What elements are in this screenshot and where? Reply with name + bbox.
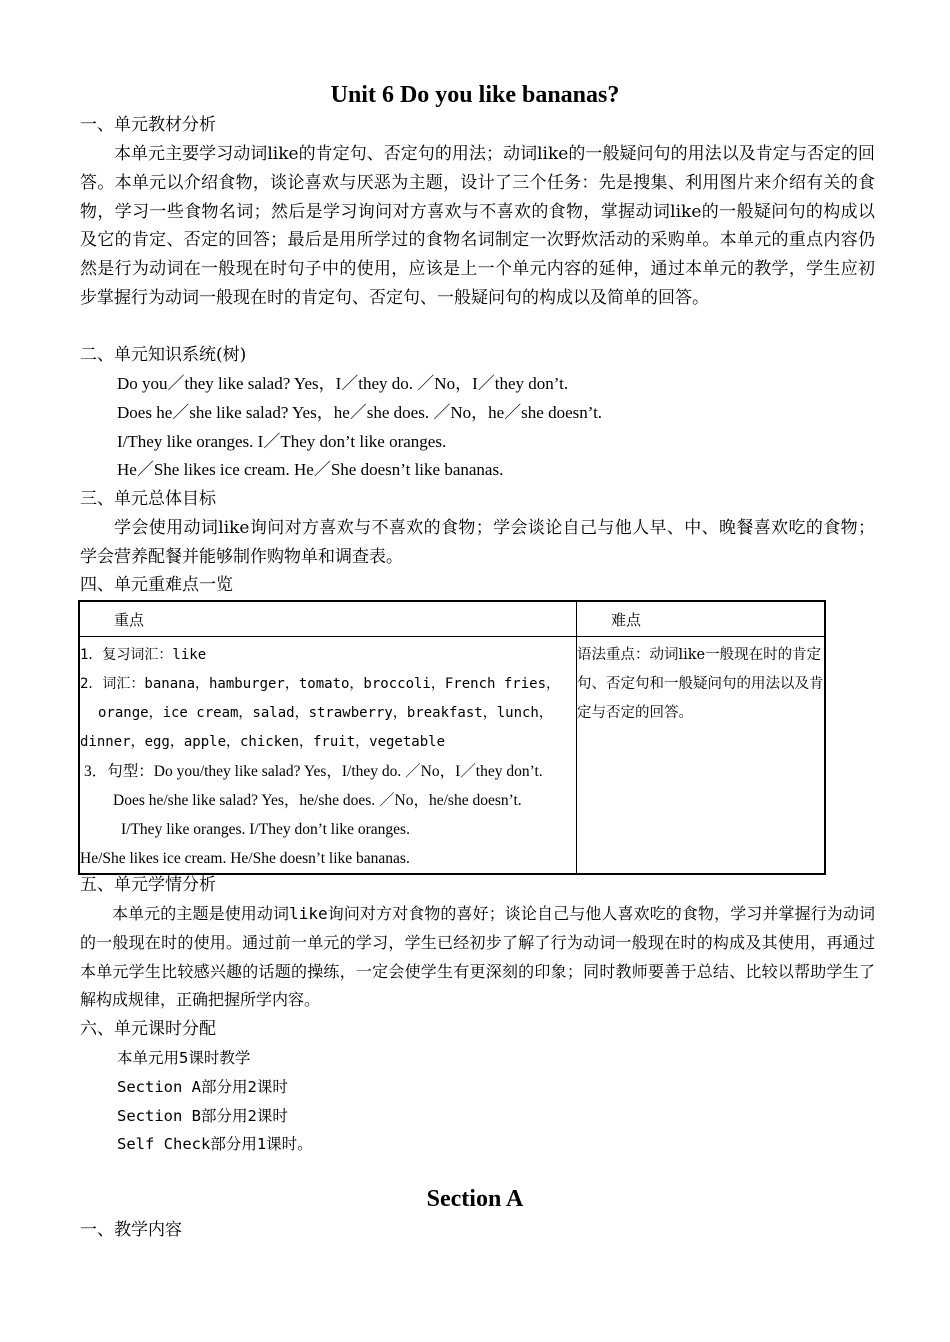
key-line-2: 2．词汇：banana，hamburger，tomato，broccoli，French fries， (80, 676, 561, 692)
key-line-5: 3．句型：Do you/they like salad? Yes，I/they do. ／No，I／they don’t. (84, 763, 543, 780)
section-heading-5: 五、单元学情分析 (80, 875, 216, 895)
section-a-title: Section A (426, 1186, 524, 1212)
schedule-line-3: Section B部分用2课时 (117, 1107, 288, 1125)
section-a-heading-1: 一、教学内容 (80, 1220, 182, 1240)
knowledge-line-1: Do you／they like salad? Yes，I／they do. ／No，I／they don’t. (117, 374, 569, 393)
difficulty-text: 语法重点：动词like一般现在时的肯定句、否定句和一般疑问句的用法以及肯定与否定的回答。 (577, 647, 824, 721)
student-analysis-paragraph: 本单元的主题是使用动词like询问对方对食物的喜好；谈论自己与他人喜欢吃的食物，学习并掌握行为动词的一般现在时的使用。通过前一单元的学习，学生已经初步了解了行为动词一般现在时的构成及其使用，再通过本单元学生比较感兴趣的话题的操练，一定会使学生有更深刻的印象；同时教师要善于总结、比较以帮助学生了解构成规律，正确把握所学内容。 (80, 904, 875, 1010)
key-line-3: orange，ice cream，salad，strawberry，breakfast，lunch， (98, 705, 553, 721)
key-line-8: He/She likes ice cream. He/She doesn’t like bananas. (80, 850, 410, 867)
schedule-line-4: Self Check部分用1课时。 (117, 1135, 313, 1153)
key-line-1: 1．复习词汇：like (80, 647, 207, 663)
table-header-key: 重点 (79, 601, 577, 637)
key-line-4: dinner，egg，apple，chicken，fruit，vegetable (80, 734, 446, 750)
unit-title: Unit 6 Do you like bananas? (330, 82, 620, 108)
schedule-line-1: 本单元用5课时教学 (117, 1049, 251, 1067)
section-heading-3: 三、单元总体目标 (80, 489, 216, 509)
knowledge-line-3: I/They like oranges. I／They don’t like oranges. (117, 432, 447, 451)
key-line-6: Does he/she like salad? Yes，he/she does. ／No，he/she doesn’t. (113, 792, 522, 809)
section-heading-2: 二、单元知识系统(树) (80, 345, 247, 365)
key-line-7: I/They like oranges. I/They don’t like oranges. (121, 821, 410, 838)
section-heading-1: 一、单元教材分析 (80, 115, 216, 135)
section-heading-4: 四、单元重难点一览 (80, 575, 233, 595)
table-header-difficulty: 难点 (577, 601, 826, 637)
goals-paragraph: 学会使用动词like询问对方喜欢与不喜欢的食物；学会谈论自己与他人早、中、晚餐喜欢吃的食物；学会营养配餐并能够制作购物单和调查表。 (80, 518, 875, 567)
knowledge-line-4: He／She likes ice cream. He／She doesn’t like bananas. (117, 460, 504, 479)
key-points-cell (79, 637, 577, 875)
difficulty-cell (577, 637, 826, 875)
key-points-table (78, 600, 826, 875)
section-heading-6: 六、单元课时分配 (80, 1019, 216, 1039)
schedule-line-2: Section A部分用2课时 (117, 1078, 288, 1096)
knowledge-line-2: Does he／she like salad? Yes，he／she does. ／No，he／she doesn’t. (117, 403, 603, 422)
analysis-paragraph: 本单元主要学习动词like的肯定句、否定句的用法；动词like的一般疑问句的用法以及肯定与否定的回答。本单元以介绍食物，谈论喜欢与厌恶为主题，设计了三个任务：先是搜集、利用图片来介绍有关的食物，学习一些食物名词；然后是学习询问对方喜欢与不喜欢的食物，掌握动词like的一般疑问句的构成以及它的肯定、否定的回答；最后是用所学过的食物名词制定一次野炊活动的采购单。本单元的重点内容仍然是行为动词在一般现在时句子中的使用，应该是上一个单元内容的延伸，通过本单元的教学，学生应初步掌握行为动词一般现在时的肯定句、否定句、一般疑问句的构成以及简单的回答。 (80, 144, 875, 308)
